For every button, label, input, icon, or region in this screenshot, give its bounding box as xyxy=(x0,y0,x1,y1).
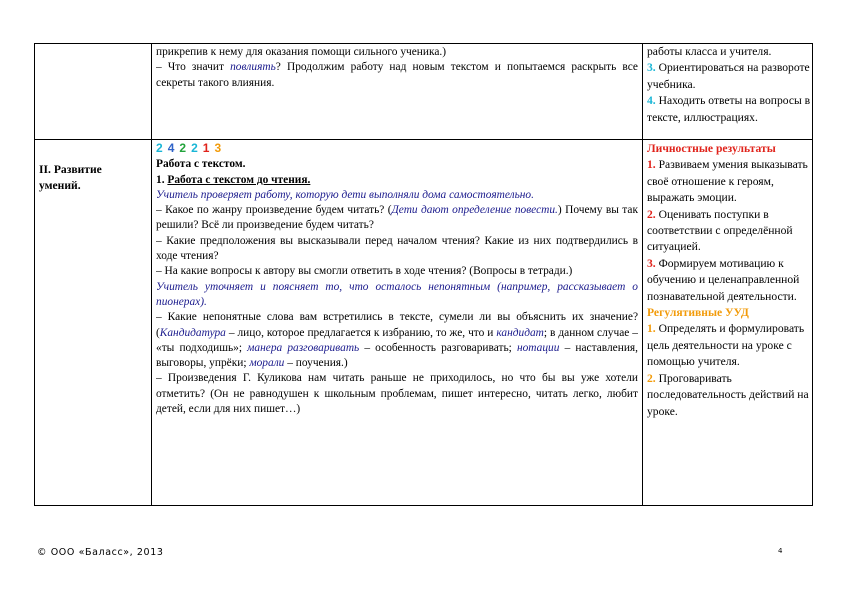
personal-item-1: 1. Развиваем умения выказывать своё отношение к героям, выражать эмоции. xyxy=(647,158,808,205)
level-digit: 1 xyxy=(202,141,210,155)
regulative-item-1: 1. Определять и формулировать цель деятельности на уроке с помощью учителя. xyxy=(647,322,805,369)
personal-results-title: Личностные результаты xyxy=(647,142,776,155)
personal-item-2: 2. Оценивать поступки в соответствии с определённой ситуацией. xyxy=(647,207,793,254)
row1-results-line1: работы класса и учителя. xyxy=(647,45,772,58)
level-digit: 2 xyxy=(179,141,187,155)
regulative-title: Регулятивные УУД xyxy=(647,306,749,320)
row-divider xyxy=(35,139,812,140)
level-digit: 2 xyxy=(156,141,163,155)
column-divider xyxy=(642,44,643,505)
footer-copyright: © ООО «Баласс», 2013 xyxy=(37,547,164,558)
question-5: – Произведения Г. Куликова нам читать раньше не приходилось, но что бы вы уже хотели отметить? (Он не равнодушен к школьным проблемам, пишет интересно, читать легко, любит детей, если для них пишет…) xyxy=(156,372,638,416)
subsection-1: 1. Работа с текстом до чтения. xyxy=(156,173,311,186)
personal-item-3: 3. Формируем мотивацию к обучению и целенаправленной познавательной деятельности. xyxy=(647,256,800,303)
teacher-clarify: Учитель уточняет и поясняет то, что осталось непонятным (например, рассказывает о пионерах). xyxy=(156,280,638,308)
keyword-povliyat: повлиять xyxy=(230,61,276,74)
row1-results-item3: 3. Ориентироваться на развороте учебника. xyxy=(647,61,810,91)
row1-line2: – Что значит повлиять? Продолжим работу над новым текстом и попытаемся раскрыть все секреты такого влияния. xyxy=(156,61,638,89)
question-3: – На какие вопросы к автору вы смогли ответить в ходе чтения? (Вопросы в тетради.) xyxy=(156,265,573,278)
row1-results-item4: 4. Находить ответы на вопросы в тексте, иллюстрациях. xyxy=(647,94,811,124)
regulative-item-2: 2. Проговаривать последовательность действий на уроке. xyxy=(647,371,809,418)
row1-results-cell xyxy=(647,44,811,126)
column-divider xyxy=(151,44,152,505)
lesson-table xyxy=(34,43,813,506)
question-2: – Какие предположения вы высказывали перед началом чтения? Какие из них подтвердились в ходе чтения? xyxy=(156,234,638,263)
level-digit: 4 xyxy=(167,141,175,155)
row1-activity-cell xyxy=(156,45,638,91)
teacher-check: Учитель проверяет работу, которую дети выполняли дома самостоятельно. xyxy=(156,188,534,201)
level-digit: 3 xyxy=(214,141,222,155)
stage-title: II. Развитие умений. xyxy=(39,163,102,193)
question-1: – Какое по жанру произведение будем читать? (Дети дают определение повести.) Почему вы так решили? Всё ли произведение будем читать? xyxy=(156,204,638,232)
question-4: – Какие непонятные слова вам встретились в тексте, сумели ли вы объяснить их значение? (Кандидатура – лицо, которое предлагается к избранию, то же, что и кандидат; в данном случае – «ты подходишь»; манера разговаривать – особенность разговаривать; нотации – наставления, выговоры, упрёки; морали – поучения.) xyxy=(156,311,638,370)
work-title: Работа с текстом. xyxy=(156,158,246,171)
row2-activity-cell xyxy=(156,141,638,417)
row1-line1: прикрепив к нему для оказания помощи сильного ученика.) xyxy=(156,46,447,58)
page-number: 4 xyxy=(778,547,783,555)
row2-results-cell xyxy=(647,141,811,420)
level-digits xyxy=(156,141,638,157)
level-digit: 2 xyxy=(191,141,198,155)
